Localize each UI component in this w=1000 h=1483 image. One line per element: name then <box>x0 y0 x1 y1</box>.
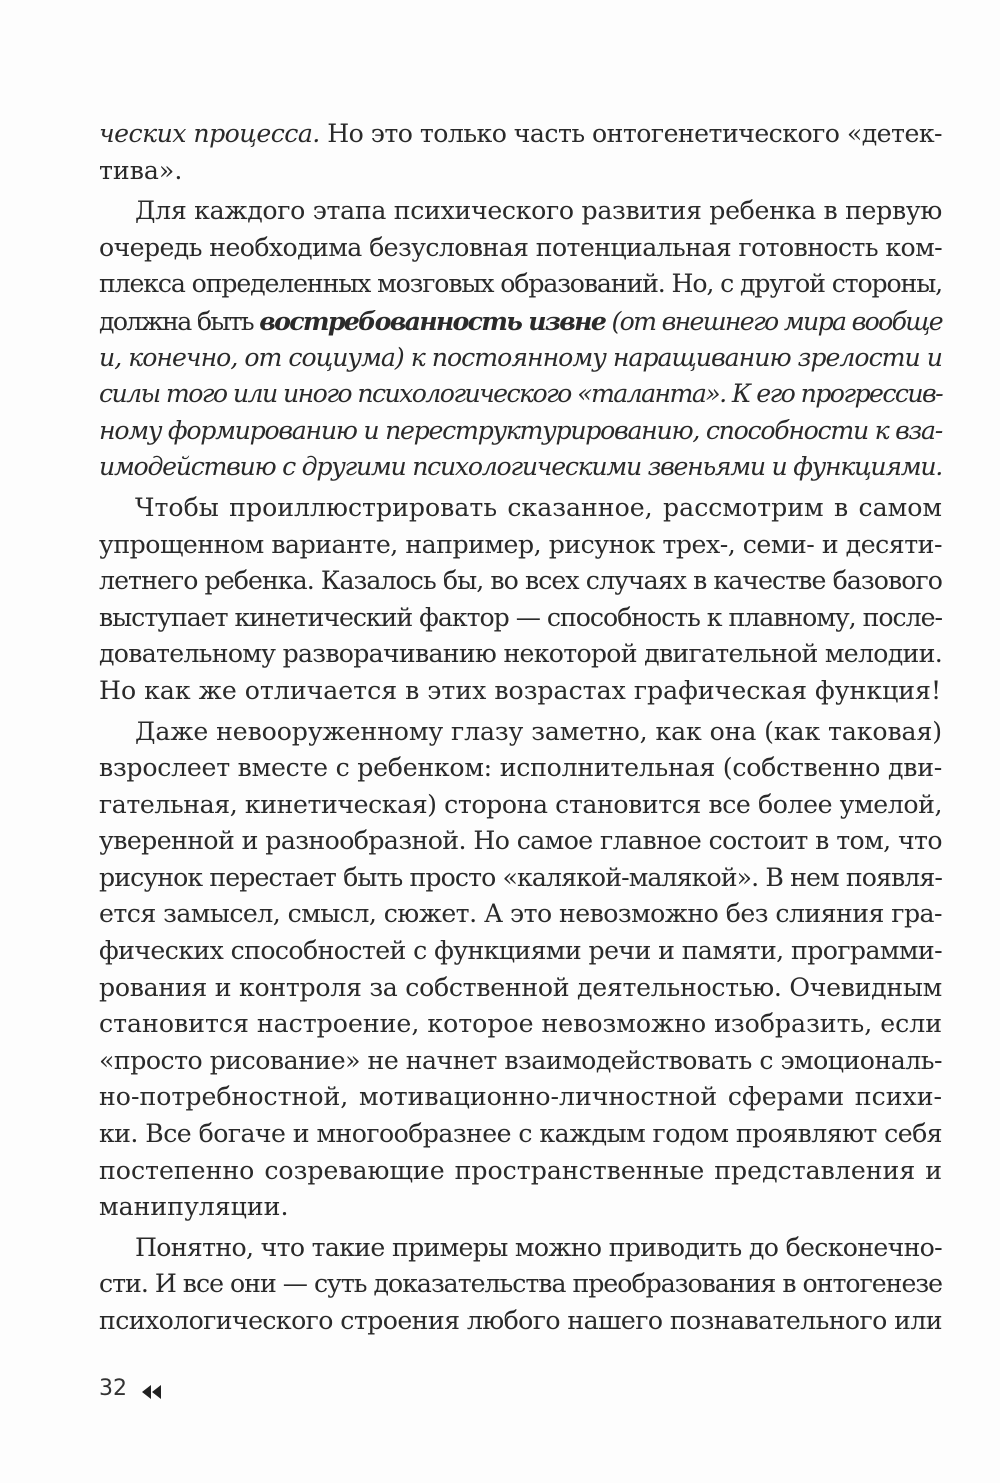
text-span: упрощенном варианте, например, рисунок трех-, семи- и десяти- <box>99 529 942 559</box>
text-line <box>99 1303 942 1340</box>
text-span: Чтобы проиллюстрировать сказанное, рассмотрим в самом <box>135 492 942 522</box>
text-span: психологического строения любого нашего познавательного или <box>99 1306 942 1335</box>
italic-span: ческих процесса. <box>99 119 320 148</box>
text-span: тива». <box>99 155 183 185</box>
page-footer <box>99 1376 163 1401</box>
text-span: Понятно, что такие примеры можно приводить до бесконечно- <box>135 1232 942 1262</box>
text-line <box>99 1116 942 1153</box>
text-line <box>99 303 942 340</box>
text-span: постепенно созревающие пространственные представления и <box>99 1155 942 1185</box>
text-span: манипуляции. <box>99 1192 289 1222</box>
text-span: довательному разворачиванию некоторой двигательной мелодии. <box>99 639 942 669</box>
paragraph <box>99 1230 942 1340</box>
italic-span: ному формированию и переструктурированию, способности к вза- <box>99 415 942 445</box>
italic-span: силы того или иного психологического «таланта». К его прогрессив- <box>99 379 942 409</box>
italic-span: (от внешнего мира вообще <box>605 306 943 336</box>
text-span: уверенной и разнообразной. Но самое главное состоит в том, что <box>99 826 942 856</box>
text-line <box>99 970 942 1007</box>
text-line <box>99 376 942 413</box>
text-line <box>99 490 942 527</box>
text-span: ки. Все богаче и многообразнее с каждым годом проявляют себя <box>99 1119 943 1149</box>
text-line <box>99 153 942 190</box>
text-line <box>99 750 942 787</box>
text-span: рисунок перестает быть просто «калякой-малякой». В нем появля- <box>99 862 942 892</box>
text-line <box>99 600 942 637</box>
text-span: Но как же отличается в этих возрастах графическая функция! <box>99 675 942 705</box>
bold-italic-span: востребованность извне <box>259 305 606 336</box>
paragraph <box>99 116 942 189</box>
text-span: взрослеет вместе с ребенком: исполнительная (собственно дви- <box>99 753 943 783</box>
text-line <box>99 860 942 897</box>
text-span: Для каждого этапа психического развития ребенка в первую <box>135 196 943 226</box>
text-span: фических способностей с функциями речи и памяти, программи- <box>99 936 943 966</box>
page-number: 32 <box>99 1376 127 1401</box>
text-line <box>99 1079 942 1116</box>
text-span: становится настроение, которое невозможно изобразить, если <box>99 1009 942 1039</box>
italic-span: и, конечно, от социума) к постоянному наращиванию зрелости и <box>99 342 942 372</box>
text-line <box>99 1266 942 1303</box>
text-line <box>99 116 942 153</box>
text-line <box>99 787 942 824</box>
text-span: выступает кинетический фактор — способность к плавному, после- <box>99 602 942 632</box>
text-line <box>99 413 942 450</box>
text-span: очередь необходима безусловная потенциальная готовность ком- <box>99 232 943 262</box>
text-span: плекса определенных мозговых образований. Но, с другой стороны, <box>99 269 943 299</box>
text-span: ется замысел, смысл, сюжет. А это невозможно без слияния гра- <box>99 899 942 929</box>
text-line <box>99 193 942 230</box>
italic-span: имодействию с другими психологическими звеньями и функциями. <box>99 452 943 482</box>
text-span: Но это только часть онтогенетического «детек- <box>319 119 942 148</box>
text-line <box>99 1153 942 1190</box>
text-span: «просто рисование» не начнет взаимодействовать с эмоциональ- <box>99 1045 943 1075</box>
text-line <box>99 714 942 751</box>
text-span: сти. И все они — суть доказательства преобразования в онтогенезе <box>99 1269 942 1299</box>
text-line <box>99 230 942 267</box>
body-text <box>99 116 942 1340</box>
text-span: Даже невооруженному глазу заметно, как она (как таковая) <box>135 716 942 746</box>
paragraph <box>99 714 942 1226</box>
text-span: но-потребностной, мотивационно-личностной сферами психи- <box>99 1082 942 1112</box>
text-line <box>99 1006 942 1043</box>
text-span: летнего ребенка. Казалось бы, во всех случаях в качестве базового <box>99 566 942 596</box>
text-line <box>99 823 942 860</box>
text-line <box>99 563 942 600</box>
text-line <box>99 266 942 303</box>
text-line <box>99 896 942 933</box>
text-line <box>99 673 942 710</box>
text-line <box>99 340 942 377</box>
text-line <box>99 1189 942 1226</box>
double-left-arrow-icon <box>141 1381 163 1397</box>
text-line <box>99 449 942 486</box>
paragraph <box>99 490 942 710</box>
text-line <box>99 527 942 564</box>
text-line <box>99 1043 942 1080</box>
text-span: рования и контроля за собственной деятельностью. Очевидным <box>99 972 942 1002</box>
text-line <box>99 933 942 970</box>
text-span: должна быть <box>99 306 260 336</box>
paragraph <box>99 193 942 486</box>
text-line <box>99 1230 942 1267</box>
text-line <box>99 636 942 673</box>
text-span: гательная, кинетическая) сторона становится все более умелой, <box>99 789 943 819</box>
